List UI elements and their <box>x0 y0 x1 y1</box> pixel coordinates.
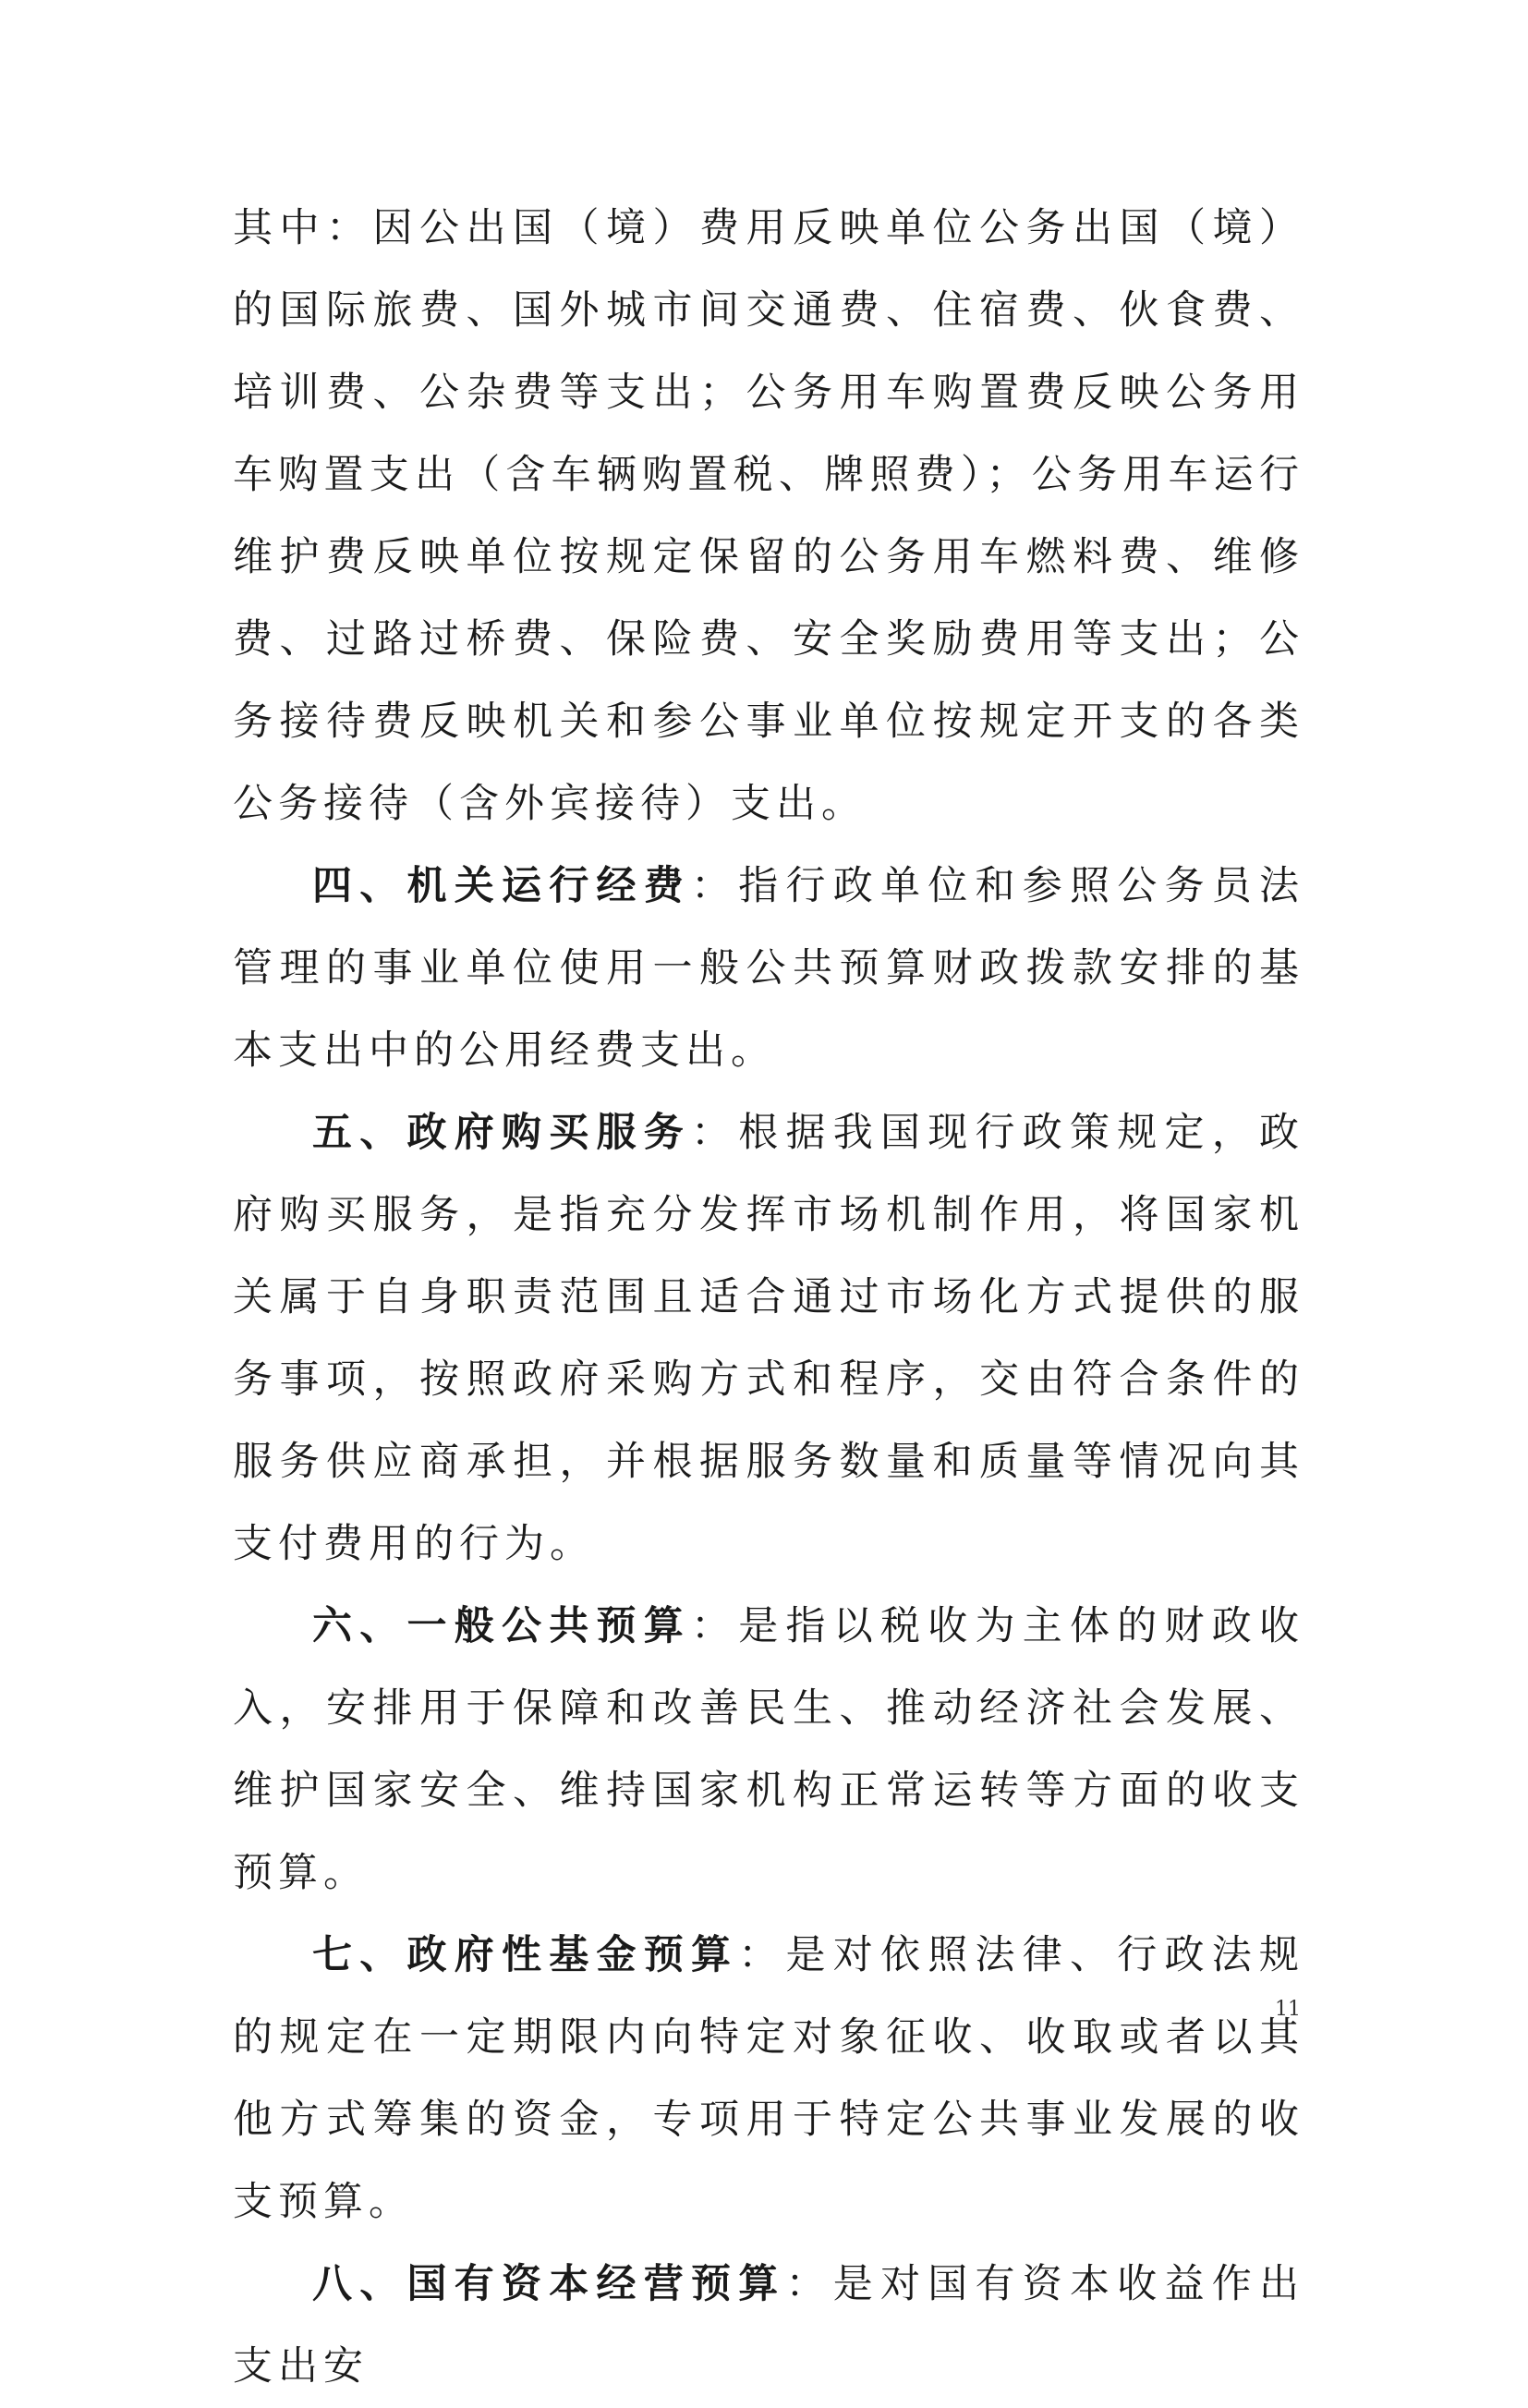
paragraph-term: 六、一般公共预算 <box>312 1603 691 1649</box>
paragraph-text: ：是对依照法律、行政法规的规定在一定期限内向特定对象征收、收取或者以其他方式筹集的资金，专项用于特定公共事业发展的收支预算。 <box>233 1932 1304 2225</box>
paragraph-continuation <box>233 188 1304 845</box>
paragraph-text: ：是指以税收为主体的财政收入，安排用于保障和改善民生、推动经济社会发展、维护国家安全、维持国家机构正常运转等方面的收支预算。 <box>233 1603 1304 1896</box>
paragraph-term: 五、政府购买服务 <box>312 1110 691 1156</box>
paragraph-admin-operating-costs <box>233 845 1304 1092</box>
paragraph-text: 其中：因公出国（境）费用反映单位公务出国（境）的国际旅费、国外城市间交通费、住宿费、伙食费、培训费、公杂费等支出；公务用车购置费反映公务用车购置支出（含车辆购置税、牌照费）；公务用车运行维护费反映单位按规定保留的公务用车燃料费、维修费、过路过桥费、保险费、安全奖励费用等支出；公务接待费反映机关和参公事业单位按规定开支的各类公务接待（含外宾接待）支出。 <box>233 205 1304 827</box>
paragraph-government-procurement <box>233 1092 1304 1586</box>
paragraph-government-fund-budget <box>233 1915 1304 2244</box>
paragraph-general-public-budget <box>233 1586 1304 1915</box>
paragraph-text: ：指行政单位和参照公务员法管理的事业单位使用一般公共预算财政拨款安排的基本支出中的公用经费支出。 <box>233 863 1304 1074</box>
paragraph-term: 八、国有资本经营预算 <box>312 2261 786 2307</box>
paragraph-text: ：是对国有资本收益作出支出安 <box>233 2261 1304 2390</box>
paragraph-term: 四、机关运行经费 <box>312 863 691 909</box>
paragraph-state-capital-budget <box>233 2244 1304 2408</box>
page-number: 11 <box>1275 1998 1301 2021</box>
document-body <box>233 188 1304 2408</box>
paragraph-text: ：根据我国现行政策规定，政府购买服务，是指充分发挥市场机制作用，将国家机关属于自身职责范围且适合通过市场化方式提供的服务事项，按照政府采购方式和程序，交由符合条件的服务供应商承担，并根据服务数量和质量等情况向其支付费用的行为。 <box>233 1110 1304 1567</box>
paragraph-term: 七、政府性基金预算 <box>312 1932 739 1978</box>
